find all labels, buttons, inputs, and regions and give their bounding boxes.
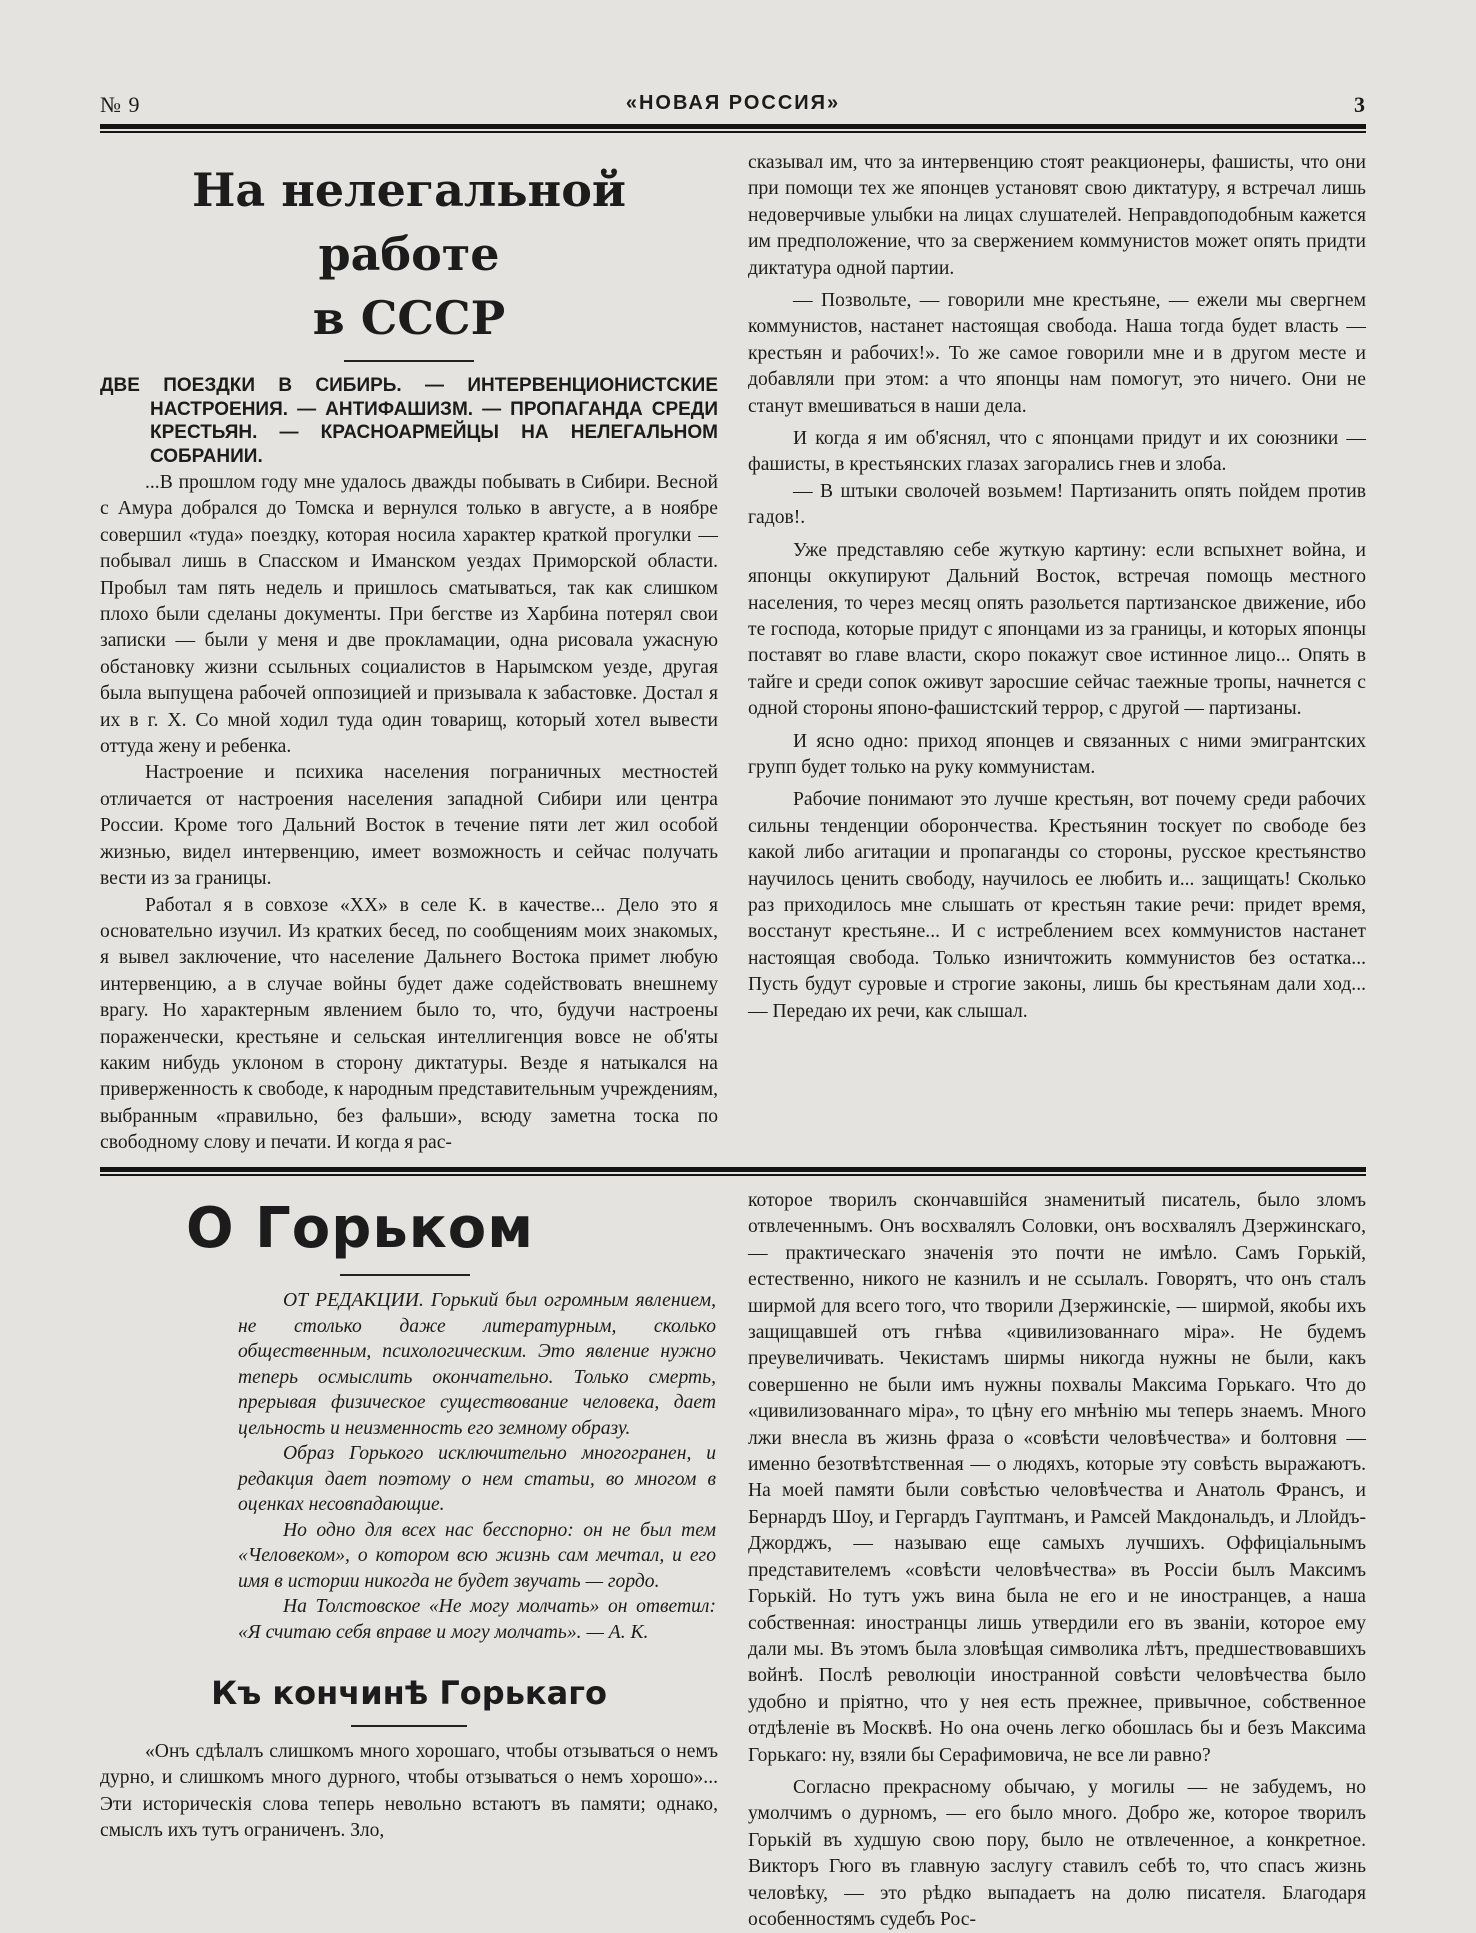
newspaper-title: «НОВАЯ РОССИЯ» bbox=[625, 92, 841, 114]
issue-number: № 9 bbox=[100, 92, 141, 117]
article1-paragraph: Настроение и психика населения пограничных местностей отличается от настроения населения западной Сибири или центра России. Кроме того Дальний Восток в течение пяти лет жил особой жизнью, видел интервенцию, имеет возможность и сейчас получать вести из за границы. bbox=[100, 762, 718, 890]
editorial-paragraph: Но одно для всех нас бесспорно: он не был тем «Человеком», о котором всю жизнь сам мечтал, и его имя в истории никогда не будет звучать — гордо. bbox=[238, 1519, 716, 1592]
article3-paragraph: Согласно прекрасному обычаю, у могилы — не забудемъ, но умолчимъ о дурномъ, — его было много. Добро же, которое творилъ Горькій въ худшую свою пору, было не отвлеченное, а конкретное. Викторъ Гюго въ главную заслугу ставилъ себѣ то, что спасъ жизнь человѣку, — это рѣдко выпадаетъ на долю писателя. Благодаря особенностямъ судебъ Рос- bbox=[748, 1776, 1366, 1930]
article1-paragraph: Рабочие понимают это лучше крестьян, вот почему среди рабочих сильны тенденции оборончества. Крестьянин тоскует по свободе без какой либо агитации и пропаганды со стороны, русское крестьянство научилось ценить свободу, научилось ее любить и... защищать! Сколько раз приходилось мне слышать от крестьян такие речи: придет время, восстанут крестьяне... И с истреблением всех коммунистов настанет настоящая свобода. Только изничтожить коммунистов без остатка... Пусть будут суровые и строгие законы, лишь бы крестьянам дали ход... — Передаю их речи, как слышал. bbox=[748, 789, 1366, 1022]
editorial-paragraph: На Толстовское «Не могу молчать» он ответил: «Я считаю себя вправе и могу молчать». — А. К. bbox=[238, 1596, 716, 1643]
article1-paragraph: — Позвольте, — говорили мне крестьяне, — ежели мы свергнем коммунистов, настанет настоящая свобода. Наша тогда будет власть — крестьян и рабочих!». То же самое говорили мне и в другом месте и добавляли при этом: а что японцы нам помогут, это ничего. Они не станут вмешиваться в наши дела. bbox=[748, 290, 1366, 417]
page-header bbox=[100, 92, 1366, 122]
header-rule-thick bbox=[100, 124, 1366, 129]
article3-left-column bbox=[100, 1739, 718, 1845]
section-rule-thick bbox=[100, 1167, 1366, 1172]
article1-paragraph: И ясно одно: приход японцев и связанных с ними эмигрантских групп будет только на руку коммунистам. bbox=[748, 730, 1366, 778]
article1-left-text bbox=[100, 470, 718, 1157]
article3-right-column bbox=[748, 1188, 1366, 1933]
article1-left-column bbox=[100, 150, 718, 1157]
article1-paragraph: сказывал им, что за интервенцию стоят реакционеры, фашисты, что они при помощи тех же японцев установят свою диктатуру, я встречал лишь недоверчивые улыбки на лицах слушателей. Неправдоподобным кажется им предположение, что за свержением коммунистов может опять придти диктатура одной партии. bbox=[748, 152, 1366, 279]
article3-paragraph: «Онъ сдѣлалъ слишкомъ много хорошаго, чтобы отзываться о немъ дурно, и слишкомъ много дурного, чтобы отзываться о немъ хорошо»... Эти историческія слова теперь невольно встаютъ въ памяти; однако, смыслъ ихъ тутъ ограниченъ. Зло, bbox=[100, 1741, 718, 1842]
editorial-note bbox=[238, 1288, 716, 1645]
article1-paragraph: Уже представляю себе жуткую картину: если вспыхнет война, и японцы оккупируют Дальний Восток, встречая помощь местного населения, то через месяц опять разольется партизанское движение, ибо те господа, которые придут с японцами из за границы, и которых японцы поставят во главе власти, скоро покажут свое истинное лицо... Опять в тайге и среди сопок оживут заросшие сейчас таежные тропы, начнется с одной стороны японо-фашистский террор, с другой — партизаны. bbox=[748, 539, 1366, 720]
article1-title-rule bbox=[344, 360, 474, 362]
article3-title-rule bbox=[351, 1725, 467, 1727]
article1-title-line2: в СССР bbox=[312, 291, 506, 345]
article1-band bbox=[100, 150, 1366, 1157]
editorial-paragraph: ОТ РЕДАКЦИИ. Горький был огромным явлением, не столько даже литературным, сколько общественным, психологическим. Это явление нужно теперь осмыслить окончательно. Только смерть, прерывая физическое существование человека, дает цельность и неизменность его земному образу. bbox=[238, 1290, 716, 1439]
article1-title bbox=[100, 158, 718, 350]
lower-left-column bbox=[100, 1188, 718, 1933]
article1-title-line1: На нелегальной работе bbox=[191, 163, 627, 281]
article1-right-column bbox=[748, 150, 1366, 1025]
header-rule-thin bbox=[100, 131, 1366, 133]
section-rule-thin bbox=[100, 1174, 1366, 1176]
lower-columns bbox=[100, 1188, 1366, 1933]
article2-title: О Горьком bbox=[185, 1196, 534, 1261]
article2-title-rule bbox=[340, 1274, 470, 1276]
article1-paragraph: — В штыки сволочей возьмем! Партизанить опять пойдем против гадов!. bbox=[748, 480, 1366, 529]
article3-paragraph: которое творилъ скончавшійся знаменитый писатель, было зломъ отвлеченнымъ. Онъ восхвалялъ Соловки, онъ восхвалялъ Дзержинскаго, — практическаго значенія это почти не имѣло. Самъ Горькій, естественно, никого не казнилъ и не ссылалъ. Говорятъ, что онъ сталъ ширмой для всего того, что творили Дзержинскіе, — ширмой, якобы ихъ защищавшей отъ гнѣва «цивилизованнаго міра». Не будемъ преувеличивать. Чекистамъ ширмы никогда нужны не были, какъ совершенно не были имъ нужны похвалы Максима Горькаго. Что до «цивилизованнаго міра», то цѣну его мнѣнію мы теперь знаемъ. Много лжи внесла въ жизнь фраза о «совѣсти человѣчества» и болтовня — именно безотвѣтственная — о людяхъ, которые эту совѣсть выражаютъ. На моей памяти были совѣстью человѣчества и Анатоль Франсъ, и Бернардъ Шоу, и Гергардъ Гауптманъ, и Рамсей Макдональдъ, и Ллойдъ-Джорджъ, — называю еще самыхъ лучшихъ. Оффиціальнымъ представителемъ «совѣсти человѣчества» въ Россіи былъ Максимъ Горькій. Но тутъ ужъ вина была не его и не иностранцев, а наша собственная: иностранцы лишь утвердили его въ званіи, которое ему дали мы. Въ этомъ была зловѣщая символика лѣтъ, предшествовавшихъ войнѣ. Послѣ революціи иностранной совѣсти человѣчества было удобно и пріятно, что у нея есть прежнее, привычное, собственное отдѣленіе въ Москвѣ. Но она очень легко обошлась бы и безъ Максима Горькаго: ну, взяли бы Серафимовича, не все ли равно? bbox=[748, 1190, 1366, 1766]
article1-subheading: ДВЕ ПОЕЗДКИ В СИБИРЬ. — ИНТЕРВЕНЦИОНИСТСКИЕ НАСТРОЕНИЯ. — АНТИФАШИЗМ. — ПРОПАГАНДА СРЕДИ КРЕСТЬЯН. — КРАСНОАРМЕЙЦЫ НА НЕЛЕГАЛЬНОМ СОБРАНИИ. bbox=[100, 375, 718, 467]
article1-paragraph: ...В прошлом году мне удалось дважды побывать в Сибири. Весной с Амура добрался до Томска и вернулся только в августе, а в ноябре совершил «туда» поездку, которая носила характер краткой прогулки — побывал лишь в Спасском и Иманском уездах Приморской области. Пробыл там пять недель и пришлось сматываться, так как слишком плохо были сделаны документы. При бегстве из Харбина потерял свои записки — были у меня и две прокламации, одна рисовала ужасную обстановку жизни ссыльных социалистов в Нарымском уезде, другая была выпущена рабочей оппозицией и призывала к забастовке. Достал я их в г. Х. Со мной ходил туда один товарищ, который хотел вывести оттуда жену и ребенка. bbox=[100, 472, 718, 758]
section-rules bbox=[100, 1167, 1366, 1176]
header-rules bbox=[100, 124, 1366, 133]
article1-paragraph: Работал я в совхозе «XX» в селе К. в качестве... Дело это я основательно изучил. Из кратких бесед, по сообщениям моих знакомых, я вывел заключение, что население Дальнего Востока примет любую интервенцию, а в случае войны будет даже содействовать внешнему врагу. Но характерным явлением было то, что, будучи настроены пораженчески, крестьяне и сельская интеллигенция вовсе не об'яты каким нибудь уклоном в сторону диктатуры. Везде я натыкался на приверженность к свободе, к народным представительным учреждениям, выбранным «правильно, без фальши», всюду заметна тоска по свободному слову и печати. И когда я рас- bbox=[100, 894, 718, 1154]
lower-band bbox=[100, 1167, 1366, 1933]
article3-title: Къ кончинѣ Горькаго bbox=[211, 1674, 607, 1712]
editorial-paragraph: Образ Горького исключительно многогранен, и редакция дает поэтому о нем статьи, во многом в оценках несовпадающие. bbox=[238, 1443, 716, 1515]
article1-paragraph: И когда я им об'яснял, что с японцами придут и их союзники — фашисты, в крестьянских глазах загорались гнев и злоба. bbox=[748, 428, 1366, 476]
page-number: 3 bbox=[1354, 92, 1366, 117]
